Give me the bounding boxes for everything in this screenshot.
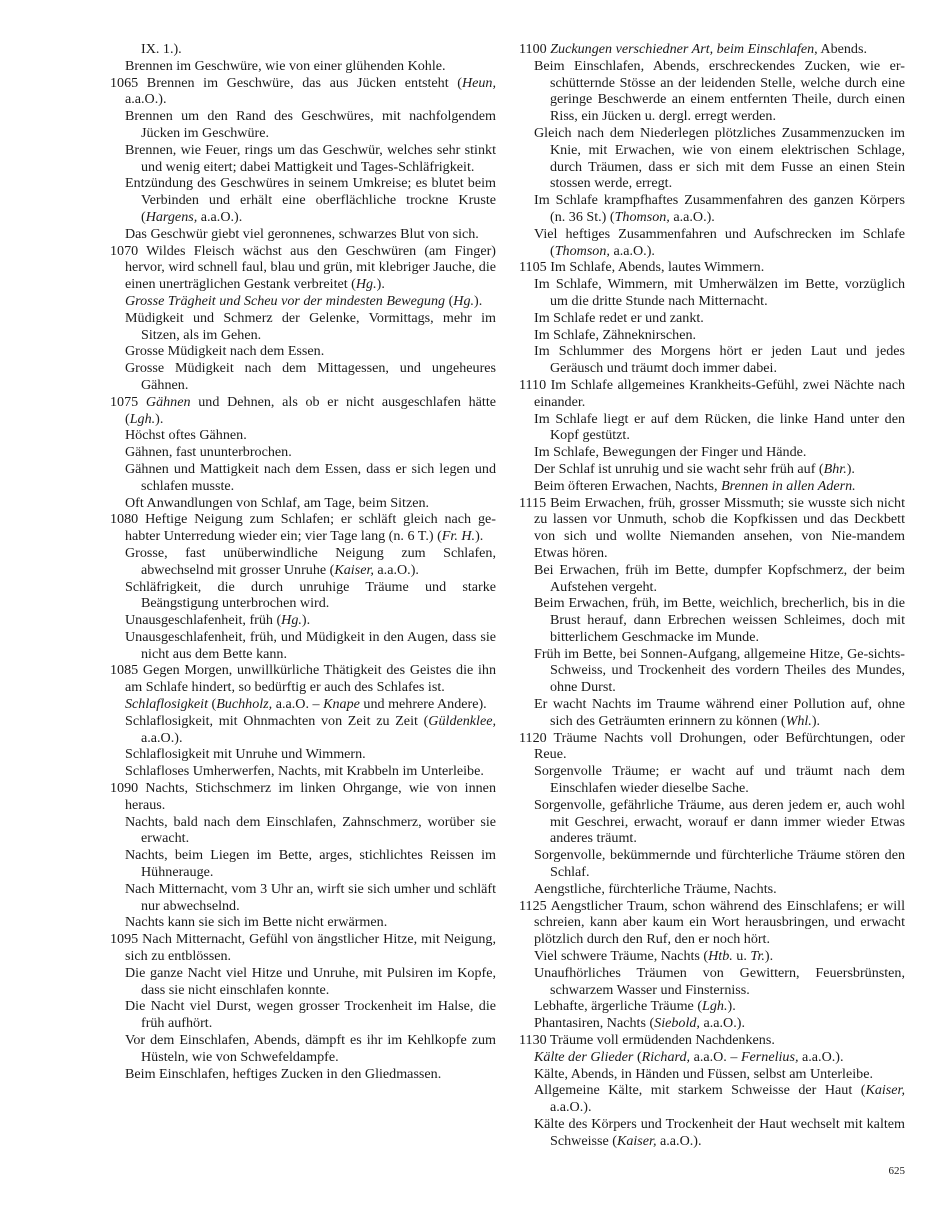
symptom-entry: Brennen um den Rand des Geschwüres, mit nachfolgendem Jücken im Geschwüre.: [125, 108, 496, 141]
symptom-entry: Früh im Bette, bei Sonnen-Aufgang, allgemeine Hitze, Ge-sichts-Schweiss, und Trockenheit des vordern Theiles des Mundes, ohne Durst.: [534, 645, 905, 696]
symptom-entry: Nach Mitternacht, vom 3 Uhr an, wirft sie sich umher und schläft nur abwechselnd.: [125, 880, 496, 914]
symptom-entry: Schlaflosigkeit mit Unruhe und Wimmern.: [125, 746, 366, 763]
symptom-entry: Aengstliche, fürchterliche Träume, Nachts.: [534, 880, 777, 897]
symptom-entry: Gähnen, fast ununterbrochen.: [125, 444, 292, 461]
numbered-entry: 1115 Beim Erwachen, früh, grosser Missmuth; sie wusste sich nicht zu lassen vor Unmuth, schob die Kopfkissen und das Deckbett von sich und wollte Niemanden ansehen, von Nie-mandem Etwas hören.: [519, 494, 905, 561]
symptom-entry: Unausgeschlafenheit, früh, und Müdigkeit in den Augen, dass sie nicht aus dem Bette kann.: [125, 628, 496, 662]
numbered-entry: 1090 Nachts, Stichschmerz im linken Ohrgange, wie von innen heraus.: [110, 780, 496, 813]
symptom-entry: Viel heftiges Zusammenfahren und Aufschrecken im Schlafe (Thomson, a.a.O.).: [534, 225, 905, 259]
right-column: [519, 41, 905, 1150]
symptom-entry: Das Geschwür giebt viel geronnenes, schwarzes Blut von sich.: [125, 225, 479, 242]
symptom-entry: Bei Erwachen, früh im Bette, dumpfer Kopfschmerz, der beim Aufstehen vergeht.: [534, 561, 905, 595]
symptom-entry: Die ganze Nacht viel Hitze und Unruhe, mit Pulsiren im Kopfe, dass sie nicht einschlafen konnte.: [125, 964, 496, 998]
symptom-entry: Beim Einschlafen, Abends, erschreckendes Zucken, wie er-schütternde Stösse an der leidenden Stelle, welche durch eine geringe Beschwerde an einem entfernten Theile, durch einen Riss, ein Jücken u. dergl. erregt werden.: [534, 57, 905, 125]
symptom-entry: Sorgenvolle, bekümmernde und fürchterliche Träume stören den Schlaf.: [534, 847, 905, 881]
symptom-entry: Allgemeine Kälte, mit starkem Schweisse der Haut (Kaiser, a.a.O.).: [534, 1082, 905, 1116]
symptom-entry: Höchst oftes Gähnen.: [125, 427, 247, 444]
symptom-entry: Im Schlafe, Bewegungen der Finger und Hände.: [534, 444, 807, 461]
symptom-entry: Im Schlafe liegt er auf dem Rücken, die linke Hand unter den Kopf gestützt.: [534, 410, 905, 444]
symptom-entry: Entzündung des Geschwüres in seinem Umkreise; es blutet beim Verbinden und erhält eine oberflächliche trockne Kruste (Hargens, a.a.O.).: [125, 175, 496, 225]
numbered-entry: 1130 Träume voll ermüdenden Nachdenkens.: [519, 1032, 775, 1049]
symptom-entry: Phantasiren, Nachts (Siebold, a.a.O.).: [534, 1015, 745, 1032]
symptom-entry: Oft Anwandlungen von Schlaf, am Tage, beim Sitzen.: [125, 494, 430, 511]
symptom-entry: Gähnen und Mattigkeit nach dem Essen, dass er sich legen und schlafen musste.: [125, 460, 496, 494]
symptom-entry: Nachts kann sie sich im Bette nicht erwärmen.: [125, 914, 388, 931]
symptom-entry: Vor dem Einschlafen, Abends, dämpft es ihr im Kehlkopfe zum Hüsteln, wie von Schwefeldampfe.: [125, 1032, 496, 1065]
numbered-entry: 1070 Wildes Fleisch wächst aus den Geschwüren (am Finger) hervor, wird schnell faul, blau und grün, mit klebriger Jauche, die einen unerträglichen Gestank verbreitet (Hg.).: [110, 242, 496, 293]
page-number: 625: [888, 1165, 905, 1177]
symptom-entry: Grosse Trägheit und Scheu vor der mindesten Bewegung (Hg.).: [125, 292, 483, 309]
symptom-entry: Schlaflosigkeit, mit Ohnmachten von Zeit zu Zeit (Güldenklee, a.a.O.).: [125, 712, 496, 746]
symptom-entry: Grosse Müdigkeit nach dem Essen.: [125, 343, 325, 360]
numbered-entry: 1120 Träume Nachts voll Drohungen, oder Befürchtungen, oder Reue.: [519, 729, 905, 763]
symptom-entry: Brennen, wie Feuer, rings um das Geschwür, welches sehr stinkt und wenig eitert; dabei Mattigkeit und Tages-Schläfrigkeit.: [125, 141, 496, 175]
symptom-entry: Grosse Müdigkeit nach dem Mittagessen, und ungeheures Gähnen.: [125, 360, 496, 393]
symptom-entry: Im Schlafe, Zähneknirschen.: [534, 326, 697, 343]
symptom-entry: Im Schlafe redet er und zankt.: [534, 309, 704, 326]
left-column: [110, 41, 496, 1082]
numbered-entry: 1125 Aengstlicher Traum, schon während des Einschlafens; er will schreien, kann aber kaum ein Wort herausbringen, und erwacht plötzlich durch den Ruf, den er noch hört.: [519, 897, 905, 948]
symptom-entry: Grosse, fast unüberwindliche Neigung zum Schlafen, abwechselnd mit grosser Unruhe (Kaiser, a.a.O.).: [125, 544, 496, 578]
symptom-entry: Kälte des Körpers und Trockenheit der Haut wechselt mit kaltem Schweisse (Kaiser, a.a.O.).: [534, 1116, 905, 1149]
symptom-entry: Sorgenvolle, gefährliche Träume, aus deren jedem er, auch wohl mit Geschrei, erwacht, worauf er dann immer wieder Etwas anderes träumt.: [534, 796, 905, 847]
symptom-entry: Die Nacht viel Durst, wegen grosser Trockenheit im Halse, die früh aufhört.: [125, 998, 496, 1032]
symptom-entry: Im Schlafe, Wimmern, mit Umherwälzen im Bette, vorzüglich um die dritte Stunde nach Mitternacht.: [534, 276, 905, 309]
numbered-entry: 1100 Zuckungen verschiedner Art, beim Einschlafen, Abends.: [519, 41, 867, 57]
symptom-entry: Er wacht Nachts im Traume während einer Pollution auf, ohne sich des Geträumten erinnern zu können (Whl.).: [534, 696, 905, 729]
symptom-entry: Lebhafte, ärgerliche Träume (Lgh.).: [534, 998, 736, 1015]
numbered-entry: 1075 Gähnen und Dehnen, als ob er nicht ausgeschlafen hätte (Lgh.).: [110, 393, 496, 427]
numbered-entry: 1095 Nach Mitternacht, Gefühl von ängstlicher Hitze, mit Neigung, sich zu entblössen.: [110, 931, 496, 965]
symptom-entry: Viel schwere Träume, Nachts (Htb. u. Tr.).: [534, 948, 774, 965]
symptom-entry: Schlafloses Umherwerfen, Nachts, mit Krabbeln im Unterleibe.: [125, 763, 484, 780]
symptom-entry: Beim Einschlafen, heftiges Zucken in den Gliedmassen.: [125, 1065, 442, 1082]
numbered-entry: 1080 Heftige Neigung zum Schlafen; er schläft gleich nach ge-habter Unterredung wieder ein; vier Tage lang (n. 6 T.) (Fr. H.).: [110, 511, 496, 545]
symptom-entry: Kälte, Abends, in Händen und Füssen, selbst am Unterleibe.: [534, 1065, 873, 1082]
symptom-entry: Nachts, bald nach dem Einschlafen, Zahnschmerz, worüber sie erwacht.: [125, 813, 496, 847]
symptom-entry: Gleich nach dem Niederlegen plötzliches Zusammenzucken im Knie, mit Erwachen, wie von einem elektrischen Schlage, durch Träumen, dass er sich mit dem Fusse an einen Stein stossen werde, erregt.: [534, 124, 905, 192]
symptom-entry: Nachts, beim Liegen im Bette, arges, stichlichtes Reissen im Hühnerauge.: [125, 847, 496, 881]
symptom-entry: Beim öfteren Erwachen, Nachts, Brennen in allen Adern.: [534, 477, 856, 494]
symptom-entry: Schläfrigkeit, die durch unruhige Träume und starke Beängstigung unterbrochen wird.: [125, 578, 496, 612]
numbered-entry: 1105 Im Schlafe, Abends, lautes Wimmern.: [519, 259, 765, 276]
symptom-entry: Schlaflosigkeit (Buchholz, a.a.O. – Knape und mehrere Andere).: [125, 696, 487, 713]
symptom-entry: IX. 1.).: [141, 41, 182, 57]
symptom-entry: Im Schlafe krampfhaftes Zusammenfahren des ganzen Körpers (n. 36 St.) (Thomson, a.a.O.).: [534, 192, 905, 225]
numbered-entry: 1065 Brennen im Geschwüre, das aus Jücken entsteht (Heun, a.a.O.).: [110, 74, 496, 108]
symptom-entry: Der Schlaf ist unruhig und sie wacht sehr früh auf (Bhr.).: [534, 460, 855, 477]
symptom-entry: Beim Erwachen, früh, im Bette, weichlich, brecherlich, bis in die Brust herauf, dann Erbrechen weissen Schleimes, doch mit bitterlichem Geschmacke im Munde.: [534, 595, 905, 645]
symptom-entry: Sorgenvolle Träume; er wacht auf und träumt nach dem Einschlafen wieder dieselbe Sache.: [534, 763, 905, 797]
symptom-entry: Im Schlummer des Morgens hört er jeden Laut und jedes Geräusch und träumt doch immer dabei.: [534, 343, 905, 377]
symptom-entry: Unausgeschlafenheit, früh (Hg.).: [125, 612, 311, 629]
numbered-entry: 1085 Gegen Morgen, unwillkürliche Thätigkeit des Geistes die ihn am Schlafe hindert, so bedürftig er auch des Schlafes ist.: [110, 662, 496, 696]
symptom-entry: Kälte der Glieder (Richard, a.a.O. – Fernelius, a.a.O.).: [534, 1048, 844, 1065]
symptom-entry: Brennen im Geschwüre, wie von einer glühenden Kohle.: [125, 57, 446, 74]
numbered-entry: 1110 Im Schlafe allgemeines Krankheits-Gefühl, zwei Nächte nach einander.: [519, 376, 905, 410]
symptom-entry: Unaufhörliches Träumen von Gewittern, Feuersbrünsten, schwarzem Wasser und Finsterniss.: [534, 964, 905, 998]
symptom-entry: Müdigkeit und Schmerz der Gelenke, Vormittags, mehr im Sitzen, als im Gehen.: [125, 309, 496, 343]
